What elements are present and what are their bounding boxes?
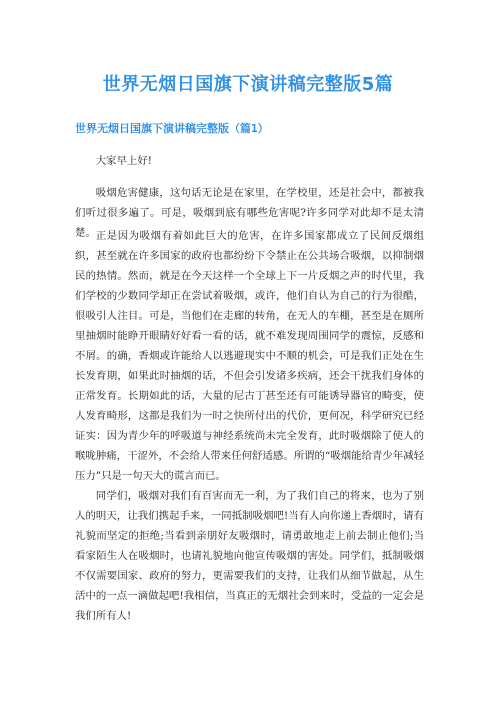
document-title: 世界无烟日国旗下演讲稿完整版5篇 xyxy=(102,74,394,95)
section-heading: 世界无烟日国旗下演讲稿完整版（篇1） xyxy=(75,122,269,135)
paragraph-conclusion: 同学们，吸烟对我们有百害而无一利，为了我们自己的将来，也为了别人的明天，让我们携起手来，一同抵制吸烟吧!当有人向你递上香烟时，请有礼貌而坚定的拒绝;当看到亲朋好友吸烟时，请勇敢地走上前去制止他们;当看家陌生人在吸烟时，也请礼貌地向他宣传吸烟的害处。同学们，抵制吸烟不仅需要国家、政府的努力，更需要我们的支持，让我们从细节做起，从生活中的一点一滴做起吧!我相信，当真正的无烟社会到来时，受益的一定会是我们所有人! xyxy=(75,490,424,622)
paragraph-greeting: 大家早上好! xyxy=(95,155,152,167)
paragraph-body: 正是因为吸烟有着如此巨大的危害，在许多国家都成立了民间反烟组织，甚至就在许多国家的政府也都纷纷下令禁止在公共场合吸烟，以抑制烟民的热情。然而，就是在今天这样一个全球上下一片反烟之声的时代里，我们学校的少数同学却正在尝试着吸烟，或许，他们自认为自己的行为很酷，很吸引人注目。可是，当他们在走廊的转角，在无人的车棚，甚至是在厕所里抽烟时能睁开眼睛好好看一看的话，就不难发现周围同学的震惊，反感和不屑。的确，香烟或许能给人以逃避现实中不顺的机会，可是我们正处在生长发育期，如果此时抽烟的话，不但会引发诸多疾病，还会干扰我们身体的正常发育。长期如此的话，大量的尼古丁甚至还有可能诱导器官的畸变，使人发育畸形，这都是我们为一时之快所付出的代价，更何况，科学研究已经证实：因为青少年的呼吸道与神经系统尚未完全发育，此时吸烟除了使人的喉咙肿痛，干涩外，不会给人带来任何舒适感。所谓的“吸烟能给青少年减轻压力”只是一句天大的谎言而已。 xyxy=(75,230,424,482)
paragraph-intro: 吸烟危害健康，这句话无论是在家里，在学校里，还是社会中，都被我们听过很多遍了。可是，吸烟到底有哪些危害呢?许多同学对此却不是太清楚。 xyxy=(75,187,424,239)
